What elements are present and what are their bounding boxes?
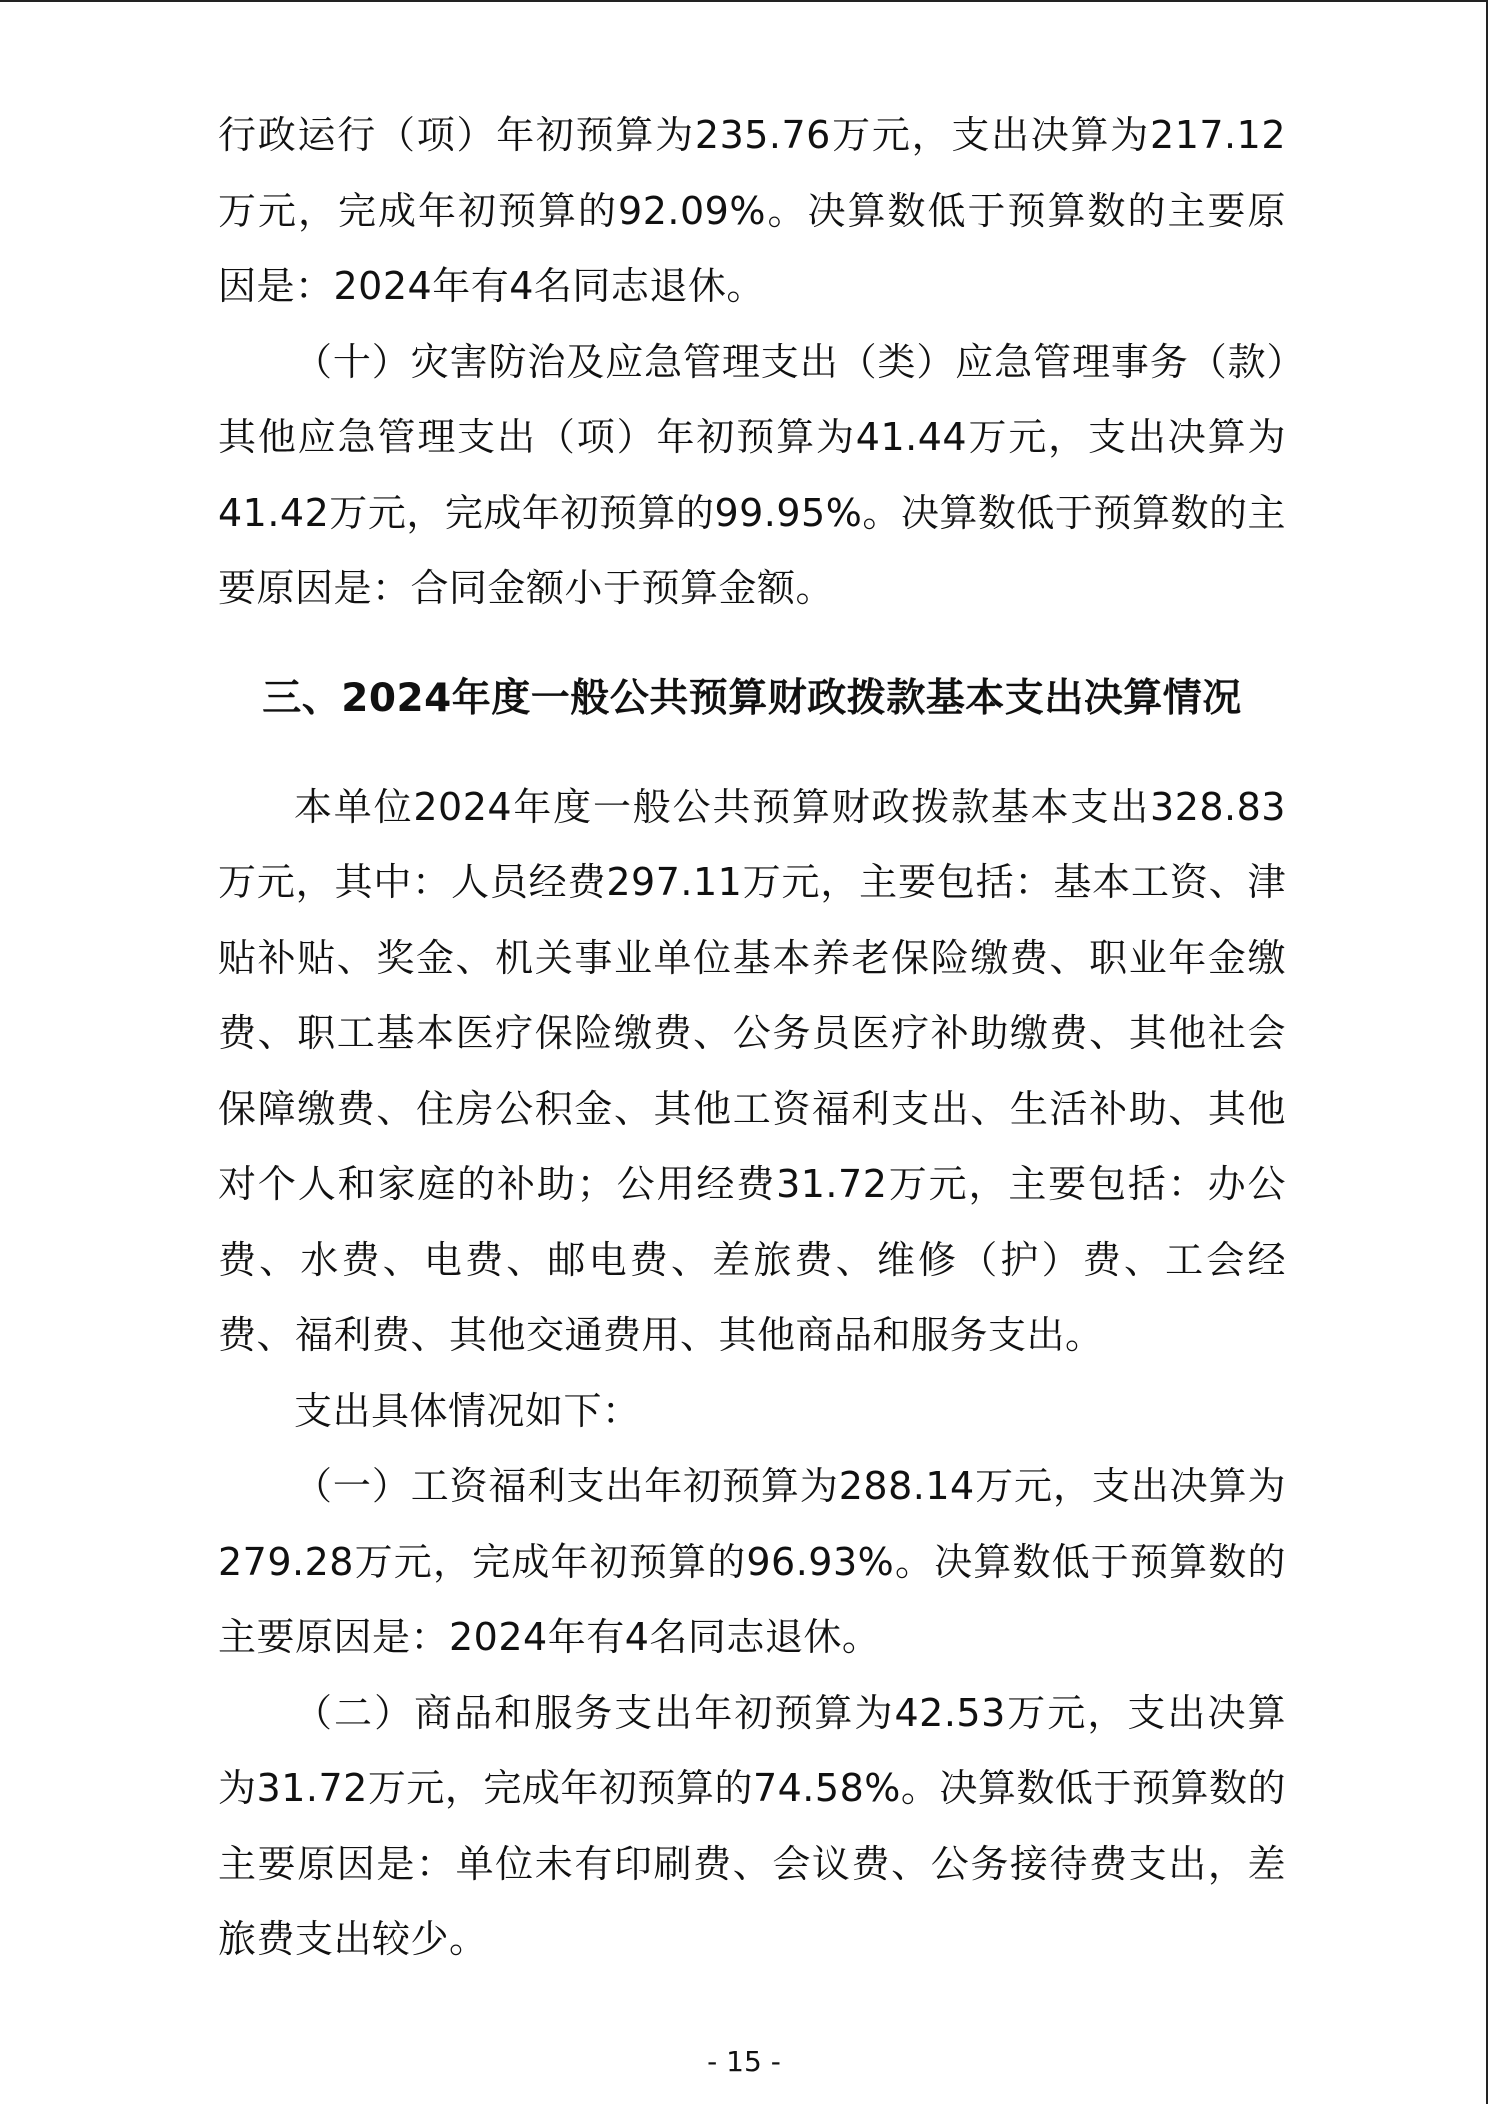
section-heading: 三、2024年度一般公共预算财政拨款基本支出决算情况 [262, 675, 1242, 721]
paragraph-emergency-management: （十）灾害防治及应急管理支出（类）应急管理事务（款）其他应急管理支出（项）年初预算为41.44万元，支出决算为41.42万元，完成年初预算的99.95%。决算数低于预算数的主要原因是：合同金额小于预算金额。 [218, 339, 1286, 610]
paragraph-basic-expenditure: 本单位2024年度一般公共预算财政拨款基本支出328.83万元，其中：人员经费297.11万元，主要包括：基本工资、津贴补贴、奖金、机关事业单位基本养老保险缴费、职业年金缴费、职工基本医疗保险缴费、公务员医疗补助缴费、其他社会保障缴费、住房公积金、其他工资福利支出、生活补助、其他对个人和家庭的补助；公用经费31.72万元，主要包括：办公费、水费、电费、邮电费、差旅费、维修（护）费、工会经费、福利费、其他交通费用、其他商品和服务支出。 [218, 784, 1286, 1357]
paragraph-salary-welfare: （一）工资福利支出年初预算为288.14万元，支出决算为279.28万元，完成年初预算的96.93%。决算数低于预算数的主要原因是：2024年有4名同志退休。 [218, 1464, 1286, 1659]
paragraph-expenditure-intro: 支出具体情况如下： [294, 1388, 641, 1433]
page-number: - 15 - [707, 2045, 781, 2078]
paragraph-goods-services: （二）商品和服务支出年初预算为42.53万元，支出决算为31.72万元，完成年初预算的74.58%。决算数低于预算数的主要原因是：单位未有印刷费、会议费、公务接待费支出，差旅费支出较少。 [218, 1690, 1286, 1961]
page-body [218, 98, 1286, 1978]
paragraph-administrative-operation: 行政运行（项）年初预算为235.76万元，支出决算为217.12万元，完成年初预算的92.09%。决算数低于预算数的主要原因是：2024年有4名同志退休。 [218, 113, 1286, 308]
